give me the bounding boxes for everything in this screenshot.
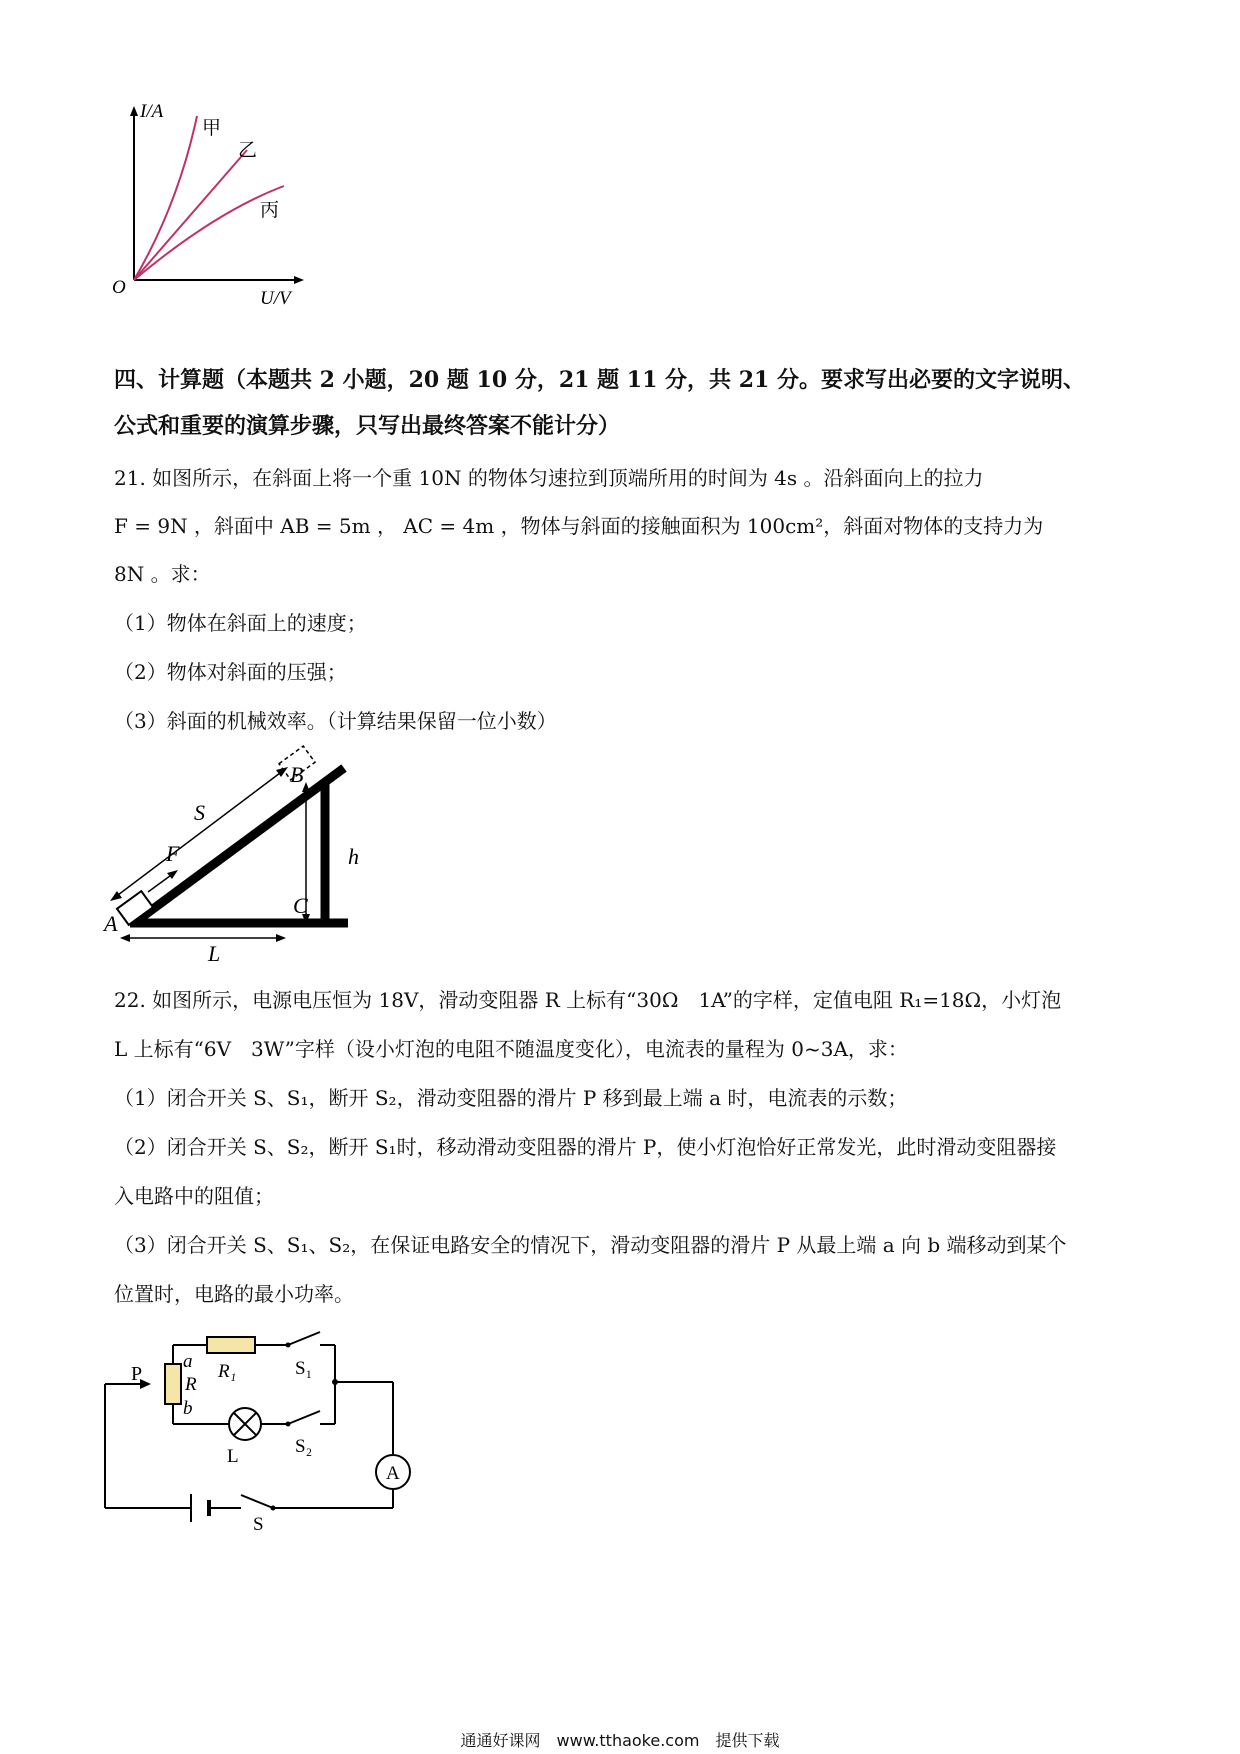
origin-label: O [112,277,126,298]
x-axis-arrow [294,276,304,284]
q21-line2: F = 9N ，斜面中 AB = 5m ， AC = 4m ，物体与斜面的接触面积为 100cm²，斜面对物体的支持力为 [114,514,1044,538]
q22-line2: L 上标有“6V 3W”字样（设小灯泡的电阻不随温度变化），电流表的量程为 0~3A，求： [114,1037,908,1061]
q22-sub2b: 入电路中的阻值； [114,1184,274,1208]
label-S: S [253,1514,264,1535]
junction-dot [332,1379,338,1385]
curve-label-jia: 甲 [202,118,222,139]
label-L: L [208,941,221,966]
label-R: R [185,1374,197,1395]
label-S: S [194,800,205,825]
label-P: P [131,1363,143,1385]
q21-sub1: （1）物体在斜面上的速度； [114,611,367,635]
label-A: A [104,911,118,936]
switch-s1-blade [288,1332,320,1345]
label-B: B [290,762,304,787]
label-h: h [348,844,359,869]
switch-s2-blade [288,1411,320,1424]
s2-contact [286,1422,291,1427]
q22-sub2a: （2）闭合开关 S、S₂，断开 S₁时，移动滑动变阻器的滑片 P，使小灯泡恰好正常发光，此时滑动变阻器接 [114,1135,1057,1159]
l-arrow-left [120,934,130,942]
y-axis-arrow [130,106,138,116]
s1-contact [286,1343,291,1348]
q21-line3: 8N 。求： [114,562,211,586]
footer: 通通好课网 www.tthaoke.com 提供下载 [460,1731,780,1750]
q22-sub3a: （3）闭合开关 S、S₁、S₂，在保证电路安全的情况下，滑动变阻器的滑片 P 从最上端 a 向 b 端移动到某个 [114,1233,1067,1257]
label-F: F [166,841,180,866]
curve-label-bing: 丙 [260,200,280,221]
label-b: b [183,1398,193,1419]
label-a: a [183,1351,193,1372]
q21-sub3: （3）斜面的机械效率。（计算结果保留一位小数） [114,709,557,733]
section-heading-line2: 公式和重要的演算步骤，只写出最终答案不能计分） [114,413,621,439]
label-S1: S₁ [295,1358,313,1379]
q22-line1: 22. 如图所示，电源电压恒为 18V，滑动变阻器 R 上标有“30Ω 1A”的字样，定值电阻 R₁=18Ω，小灯泡 [114,988,1062,1012]
label-L: L [227,1446,239,1467]
section-heading-line1: 四、计算题（本题共 2 小题，20 题 10 分，21 题 11 分，共 21 分。要求写出必要的文字说明、 [114,367,1085,393]
circuit-diagram [105,1322,425,1535]
curve-yi [134,150,247,280]
switch-s-blade [241,1495,273,1508]
rheostat-r [165,1364,181,1404]
curve-label-yi: 乙 [238,140,258,161]
s-contact [271,1506,276,1511]
label-A-meter: A [386,1463,400,1484]
q22-sub1: （1）闭合开关 S、S₁，断开 S₂，滑动变阻器的滑片 P 移到最上端 a 时，电流表的示数； [114,1086,908,1110]
resistor-r1 [207,1337,255,1353]
iu-graph [110,100,340,345]
l-arrow-right [276,934,286,942]
label-S2: S₂ [295,1436,313,1457]
incline-figure [104,748,368,968]
label-R1: R₁ [218,1361,237,1382]
label-C: C [293,893,308,918]
q22-sub3b: 位置时，电路的最小功率。 [114,1282,354,1306]
x-axis-label: U/V [260,288,291,309]
y-axis-label: I/A [140,101,164,122]
q21-line1: 21. 如图所示，在斜面上将一个重 10N 的物体匀速拉到顶端所用的时间为 4s 。沿斜面向上的拉力 [114,466,984,490]
q21-sub2: （2）物体对斜面的压强； [114,660,347,684]
